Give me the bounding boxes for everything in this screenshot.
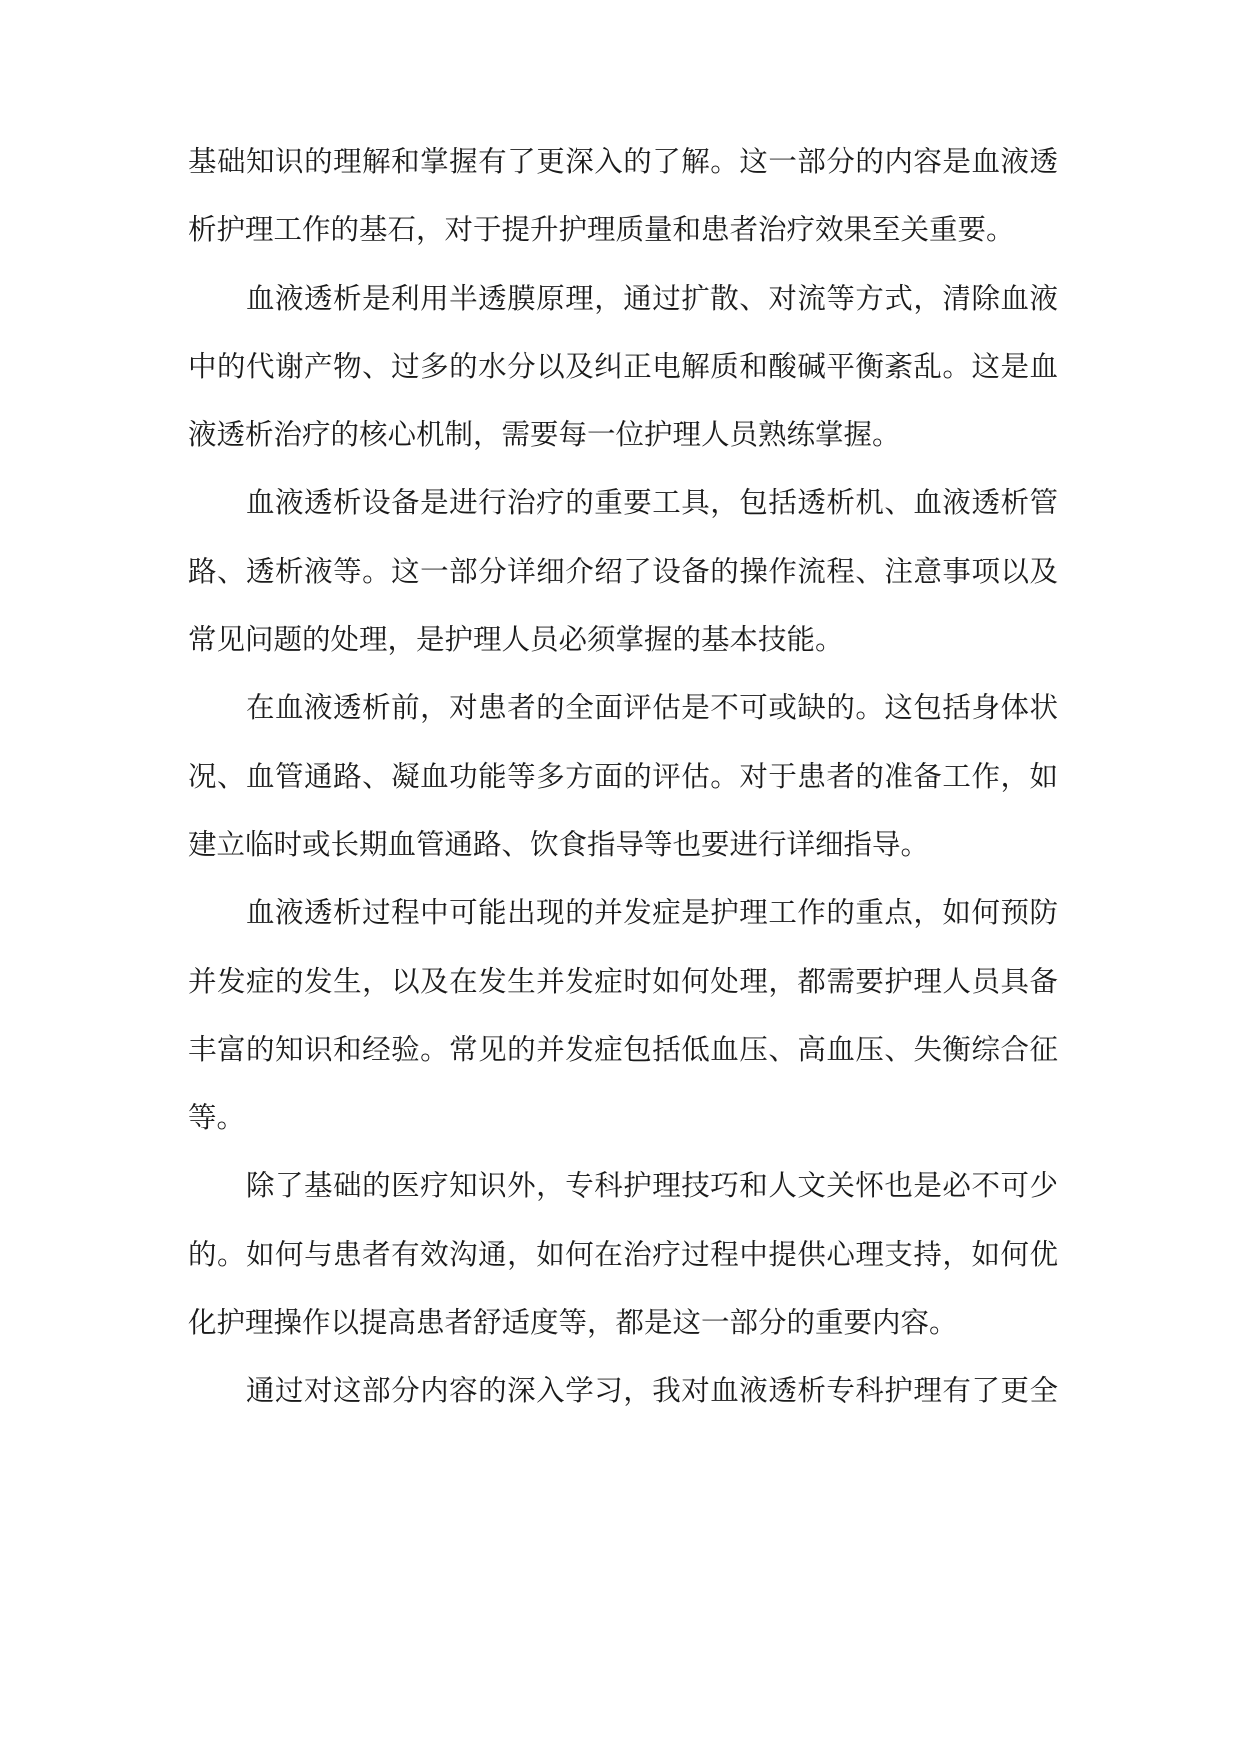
text-line: 中的代谢产物、过多的水分以及纠正电解质和酸碱平衡紊乱。这是血 <box>188 349 1058 383</box>
text-line: 况、血管通路、凝血功能等多方面的评估。对于患者的准备工作，如 <box>188 759 1058 793</box>
text-line: 的。如何与患者有效沟通，如何在治疗过程中提供心理支持，如何优 <box>188 1237 1058 1271</box>
text-line: 血液透析是利用半透膜原理，通过扩散、对流等方式，清除血液 <box>246 281 1058 315</box>
text-line: 丰富的知识和经验。常见的并发症包括低血压、高血压、失衡综合征 <box>188 1032 1058 1066</box>
text-line: 液透析治疗的核心机制，需要每一位护理人员熟练掌握。 <box>188 418 901 452</box>
text-line: 除了基础的医疗知识外，专科护理技巧和人文关怀也是必不可少 <box>246 1169 1058 1203</box>
text-line: 等。 <box>188 1101 246 1135</box>
text-line: 血液透析过程中可能出现的并发症是护理工作的重点，如何预防 <box>246 896 1058 930</box>
text-line: 基础知识的理解和掌握有了更深入的了解。这一部分的内容是血液透 <box>188 145 1058 178</box>
text-line: 通过对这部分内容的深入学习，我对血液透析专科护理有了更全 <box>246 1374 1058 1408</box>
text-line: 常见问题的处理，是护理人员必须掌握的基本技能。 <box>188 623 844 657</box>
document-body <box>188 142 1058 1440</box>
text-line: 路、透析液等。这一部分详细介绍了设备的操作流程、注意事项以及 <box>188 554 1058 588</box>
text-line: 化护理操作以提高患者舒适度等，都是这一部分的重要内容。 <box>188 1306 958 1340</box>
text-line: 在血液透析前，对患者的全面评估是不可或缺的。这包括身体状 <box>246 691 1058 725</box>
text-line: 并发症的发生，以及在发生并发症时如何处理，都需要护理人员具备 <box>188 964 1058 998</box>
text-line: 血液透析设备是进行治疗的重要工具，包括透析机、血液透析管 <box>246 486 1058 520</box>
text-line: 建立临时或长期血管通路、饮食指导等也要进行详细指导。 <box>188 827 930 861</box>
text-line: 析护理工作的基石，对于提升护理质量和患者治疗效果至关重要。 <box>188 213 1015 247</box>
